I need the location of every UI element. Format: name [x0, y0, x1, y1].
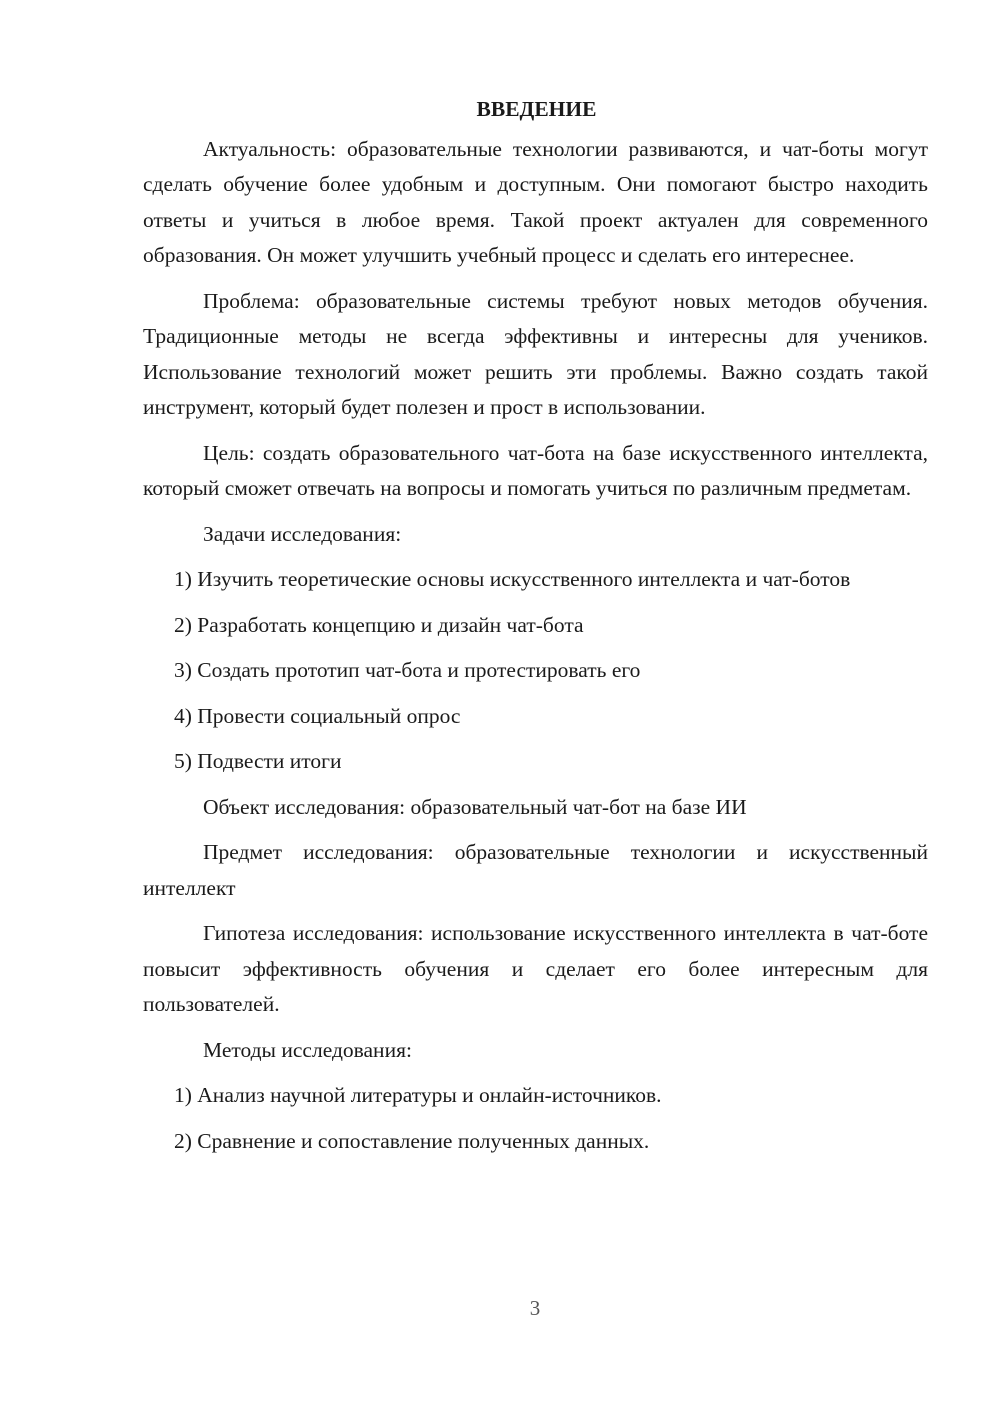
paragraph-problem: Проблема: образовательные системы требуют новых методов обучения. Традиционные методы не всегда эффективны и интересны для учеников. Использование технологий может решить эти проблемы. Важно создать такой инструмент, который будет полезен и прост в использовании.	[143, 288, 928, 419]
method-item-1: 1) Анализ научной литературы и онлайн-источников.	[174, 1083, 662, 1107]
document-body	[143, 92, 928, 1169]
page-number: 3	[529, 1296, 541, 1320]
task-item-5: 5) Подвести итоги	[174, 749, 342, 773]
task-item-4: 4) Провести социальный опрос	[174, 703, 461, 728]
task-item-2: 2) Разработать концепцию и дизайн чат-бота	[174, 612, 584, 637]
paragraph-subject: Предмет исследования: образовательные технологии и искусственный интеллект	[143, 840, 928, 900]
paragraph-hypothesis: Гипотеза исследования: использование искусственного интеллекта в чат-боте повысит эффективность обучения и сделает его более интересным для пользователей.	[143, 921, 928, 1016]
paragraph-relevance: Актуальность: образовательные технологии развиваются, и чат-боты могут сделать обучение более удобным и доступным. Они помогают быстро находить ответы и учиться в любое время. Такой проект актуален для современного образования. Он может улучшить учебный процесс и сделать его интереснее.	[143, 136, 928, 267]
task-item-1: 1) Изучить теоретические основы искусственного интеллекта и чат-ботов	[174, 567, 851, 591]
task-item-3: 3) Создать прототип чат-бота и протестировать его	[174, 658, 641, 682]
paragraph-object: Объект исследования: образовательный чат-бот на базе ИИ	[203, 794, 747, 819]
method-item-2: 2) Сравнение и сопоставление полученных данных.	[174, 1128, 650, 1153]
paragraph-goal: Цель: создать образовательного чат-бота на базе искусственного интеллекта, который сможет отвечать на вопросы и помогать учиться по различным предметам.	[143, 440, 928, 500]
paragraph-methods-heading: Методы исследования:	[203, 1037, 412, 1062]
section-title: ВВЕДЕНИЕ	[476, 97, 597, 121]
paragraph-tasks-heading: Задачи исследования:	[203, 521, 402, 546]
